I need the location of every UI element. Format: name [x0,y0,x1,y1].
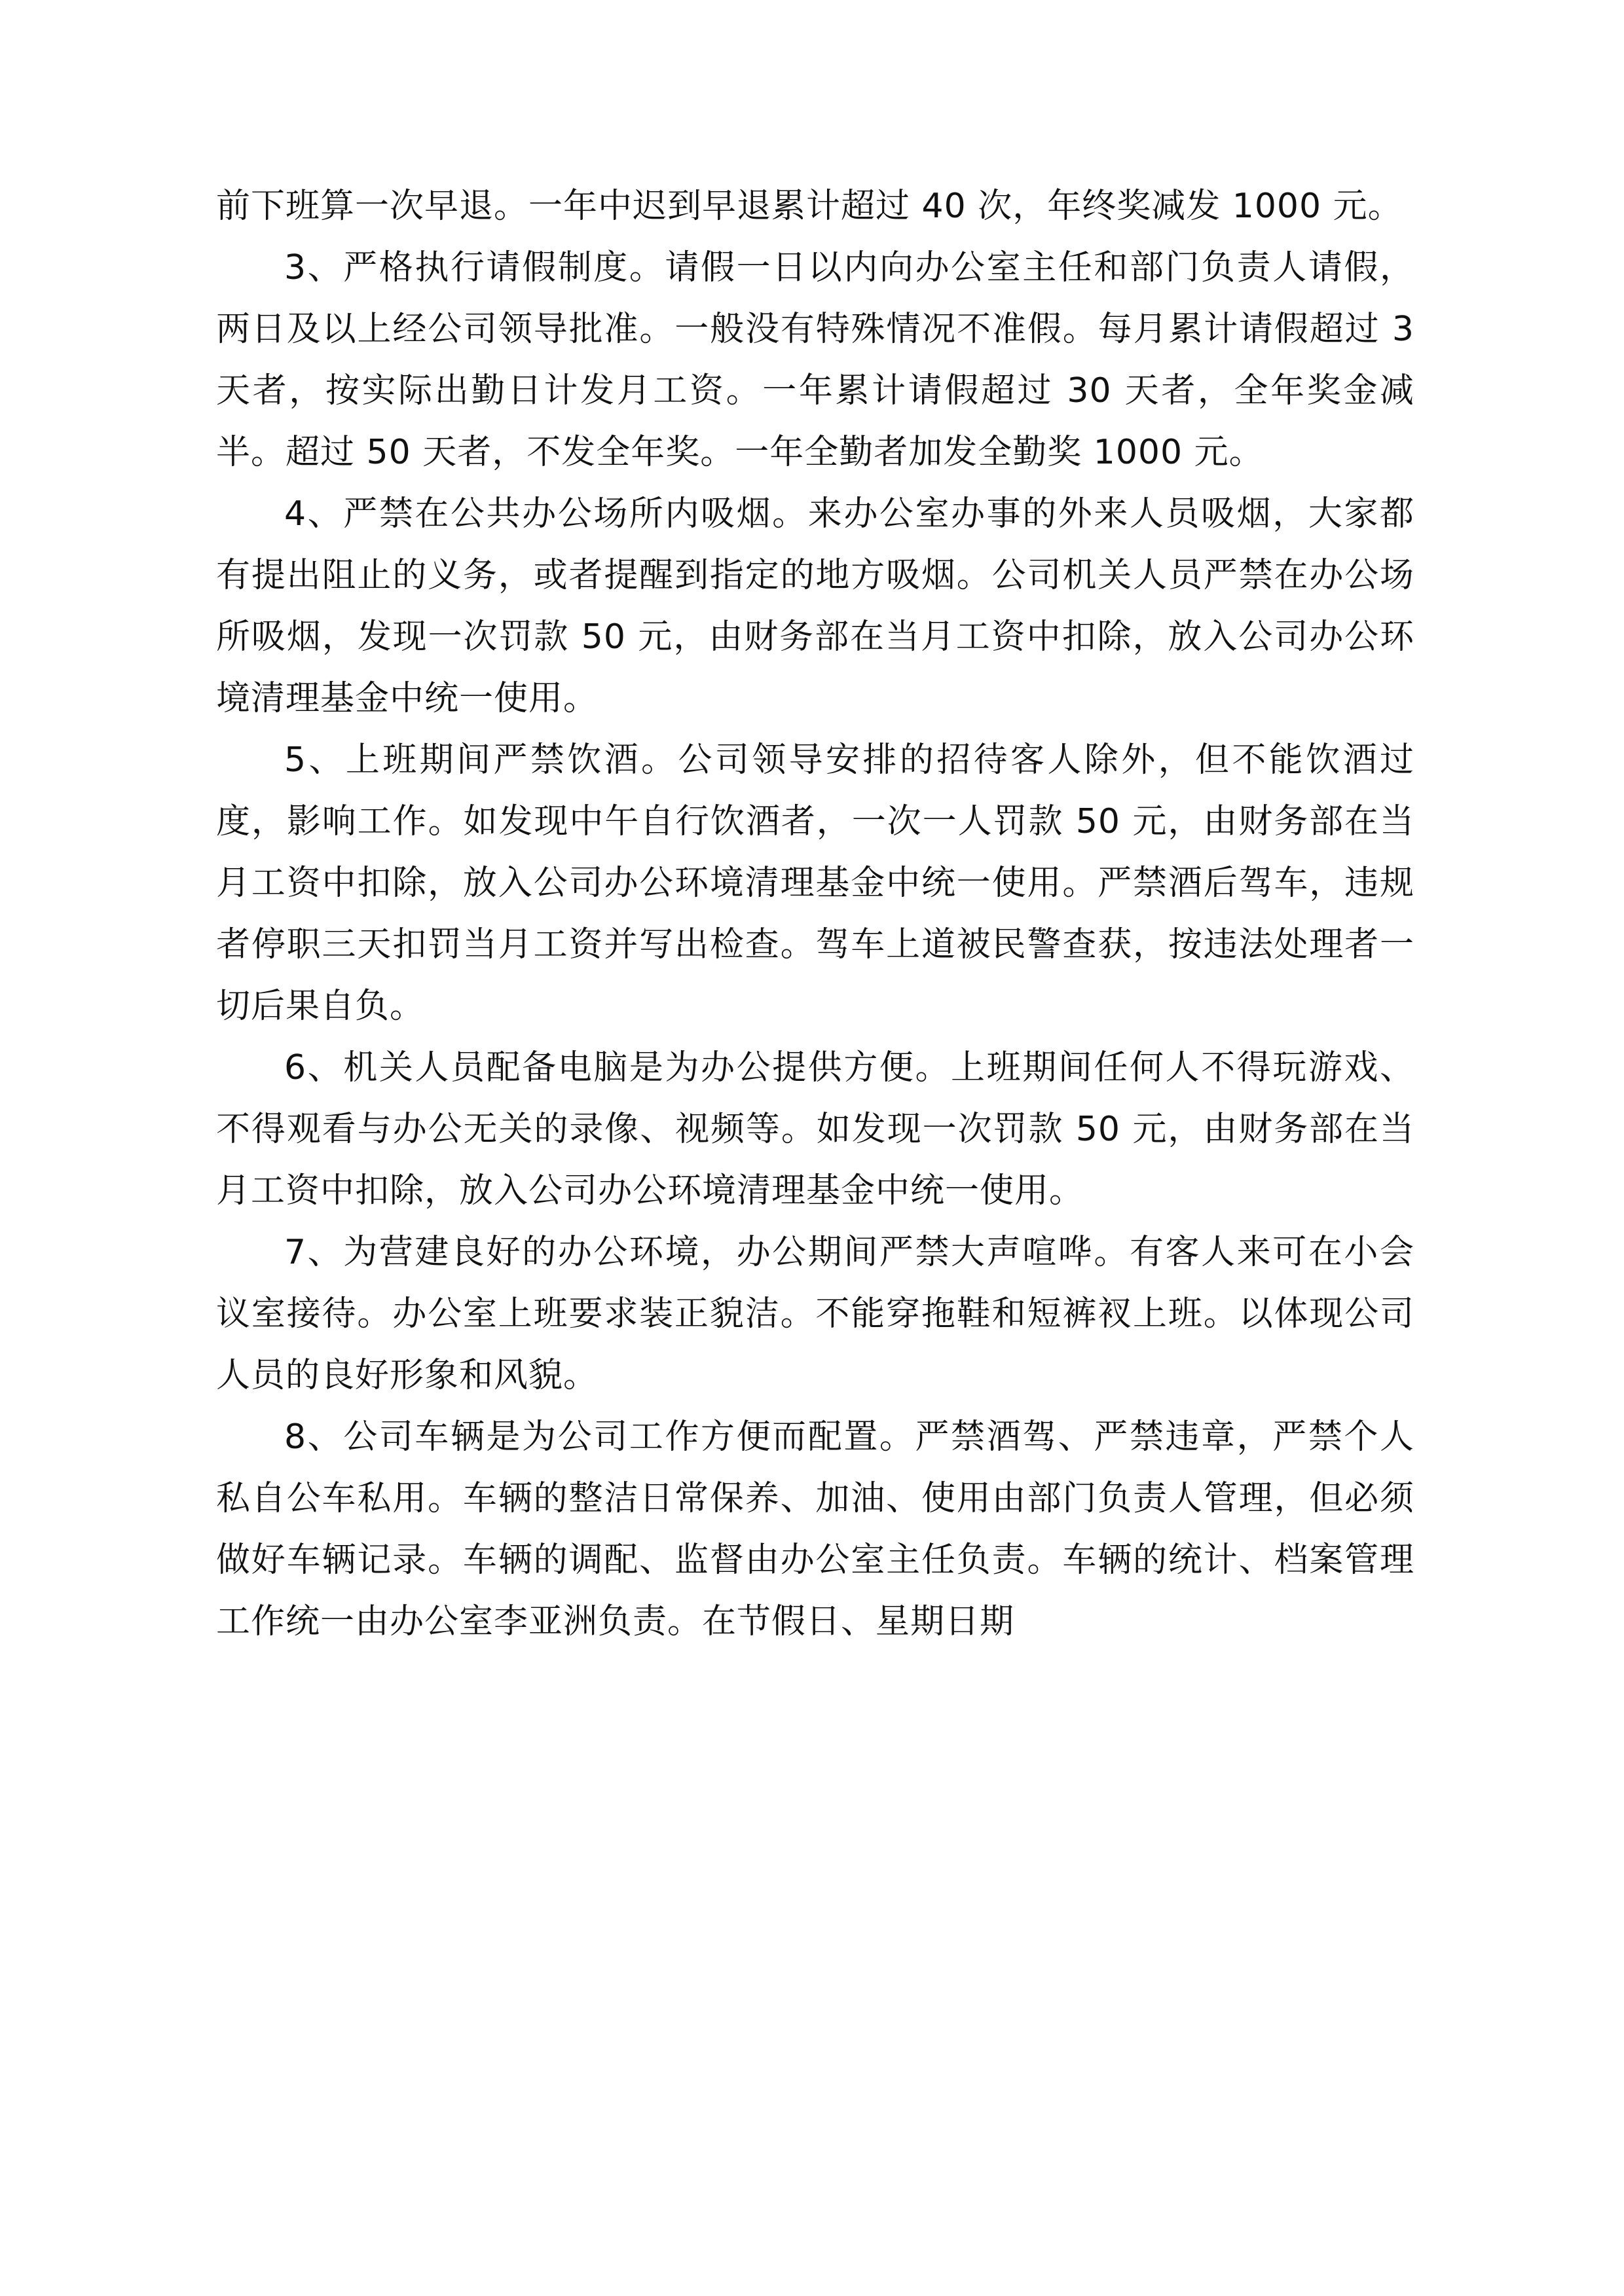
document-body [216,175,1414,1652]
paragraph-continuation: 前下班算一次早退。一年中迟到早退累计超过 40 次，年终奖减发 1000 元。 [216,187,1403,226]
paragraph-item-6-computer-use: 6、机关人员配备电脑是为办公提供方便。上班期间任何人不得玩游戏、不得观看与办公无关的录像、视频等。如发现一次罚款 50 元，由财务部在当月工资中扣除，放入公司办公环境清理基金中统一使用。 [216,1048,1414,1211]
paragraph-item-7-office-environment: 7、为营建良好的办公环境，办公期间严禁大声喧哗。有客人来可在小会议室接待。办公室上班要求装正貌洁。不能穿拖鞋和短裤衩上班。以体现公司人员的良好形象和风貌。 [216,1233,1414,1395]
paragraph-item-5-alcohol-ban: 5、上班期间严禁饮酒。公司领导安排的招待客人除外，但不能饮酒过度，影响工作。如发现中午自行饮酒者，一次一人罚款 50 元，由财务部在当月工资中扣除，放入公司办公环境清理基金中统一使用。严禁酒后驾车，违规者停职三天扣罚当月工资并写出检查。驾车上道被民警查获，按违法处理者一切后果自负。 [216,740,1414,1026]
paragraph-item-8-company-vehicles: 8、公司车辆是为公司工作方便而配置。严禁酒驾、严禁违章，严禁个人私自公车私用。车辆的整洁日常保养、加油、使用由部门负责人管理，但必须做好车辆记录。车辆的调配、监督由办公室主任负责。车辆的统计、档案管理工作统一由办公室李亚洲负责。在节假日、星期日期 [216,1417,1414,1641]
paragraph-item-3-leave-policy: 3、严格执行请假制度。请假一日以内向办公室主任和部门负责人请假，两日及以上经公司领导批准。一般没有特殊情况不准假。每月累计请假超过 3 天者，按实际出勤日计发月工资。一年累计请假超过 30 天者，全年奖金减半。超过 50 天者，不发全年奖。一年全勤者加发全勤奖 1000 元。 [216,248,1414,472]
paragraph-item-4-smoking-ban: 4、严禁在公共办公场所内吸烟。来办公室办事的外来人员吸烟，大家都有提出阻止的义务，或者提醒到指定的地方吸烟。公司机关人员严禁在办公场所吸烟，发现一次罚款 50 元，由财务部在当月工资中扣除，放入公司办公环境清理基金中统一使用。 [216,494,1414,718]
